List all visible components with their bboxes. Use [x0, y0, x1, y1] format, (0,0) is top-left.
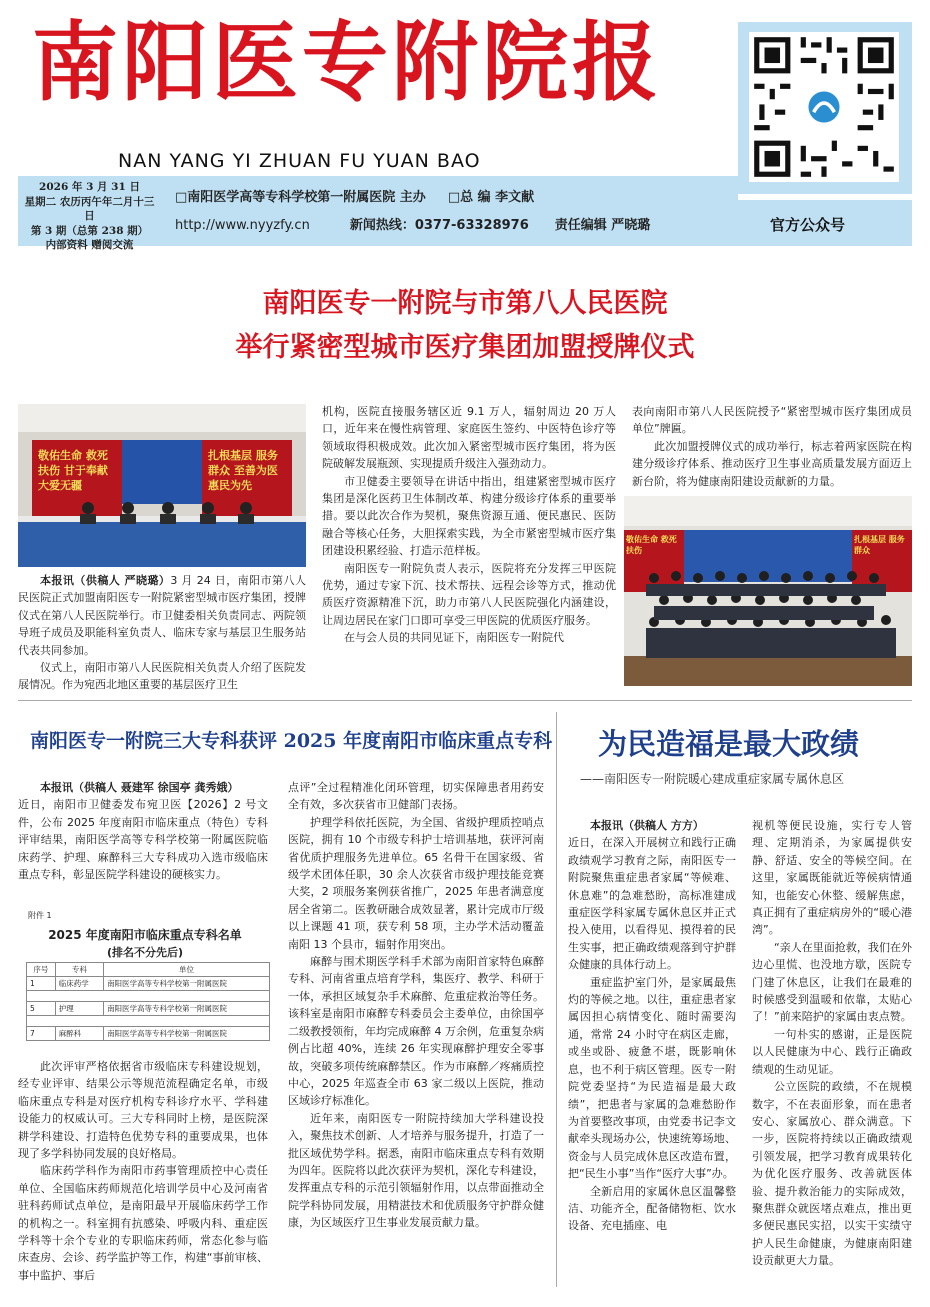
article2-p5: 护理学科依托医院，为全国、省级护理质控哨点医院，拥有 10 个市级专科护士培训基地，获评河南省优质护理服务先进单位。65 名骨干在国家级、省级学术团体任职，30 余人次获省市级护理技能竞赛大奖，2 项服务案例获省推广，2025 年患者满意度居全省第二。医教研融合成效显著，累计完成市厅级以上课题 41 项，获专利 58 项，主办学术活动覆盖南阳 13 个县市，辐射作用突出。: [288, 815, 544, 951]
group-banner-left: 敬佑生命 救死扶伤: [626, 535, 677, 555]
table-title: 2025 年度南阳市临床重点专科名单: [48, 928, 242, 942]
article1-col2-p3: 南阳医专一附院负责人表示，医院将充分发挥三甲医院优势，通过专家下沉、技术帮扶、远程会诊等方式，推动优质医疗资源精准下沉，助力市第八人民医院强化内涵建设，让周边居民在家门口即可享受三甲医院的优质医疗服务。: [322, 561, 616, 627]
table-row: [27, 1016, 270, 1027]
article1-col2-p2: 市卫健委主要领导在讲话中指出，组建紧密型城市医疗集团是深化医药卫生体制改革、构建分级诊疗体系的重要举措。要以此次合作为契机，聚焦资源互通、便民惠民、医防融合等核心任务，大胆探索实践，为全市紧密型城市医疗集团建设积累经验、打造示范样板。: [322, 474, 616, 558]
group-photo: [624, 496, 912, 686]
article3-p5: “亲人在里面抢救，我们在外边心里慌、也没地方歇，医院专门建了休息区，让我们在最难的时候感受到温暖和依靠，太贴心了！”前来陪护的家属由衷点赞。: [752, 940, 912, 1024]
article3-p2: 重症监护室门外，是家属最焦灼的等候之地。以往，重症患者家属因担心病情变化、随时需要沟通，常常 24 小时守在病区走廊，或坐或卧、疲惫不堪，既影响休息，也不利于病区管理。医专一附院党委坚持“为民造福是最大政绩”，把患者与家属的急难愁盼作为首要整改事项，由党委书记李文献牵头现场办公，快速统筹场地、资金与人员完成休息区改造布置，把“民生小事”当作“医疗大事”办。: [568, 975, 736, 1181]
article1-column-2: [322, 403, 616, 647]
article1-headline: [0, 282, 930, 370]
article1-headline-line2: 举行紧密型城市医疗集团加盟授牌仪式: [235, 332, 695, 363]
article2-headline: 南阳医专一附院三大专科获评 2025 年度南阳市临床重点专科: [30, 730, 553, 752]
article1-col3-p2: 此次加盟授牌仪式的成功举行，标志着两家医院在构建分级诊疗体系、推动医疗卫生事业高质量发展方面迈上新台阶，将为健康南阳建设贡献新的力量。: [632, 439, 912, 488]
table-row: [27, 991, 270, 1002]
news-hotline: 新闻热线：0377-63328976: [349, 218, 529, 233]
article2-p1: 近日，南阳市卫健委发布宛卫医【2026】2 号文件，公布 2025 年度南阳市临床重点（特色）专科评审结果，南阳医学高等专科学校第一附属医院临床药学、护理、麻醉科三大专科成功入选市级临床重点专科，彰显医院学科建设的硬核实力。: [18, 798, 268, 882]
section-divider: [18, 700, 912, 701]
qr-code-icon[interactable]: [749, 32, 899, 182]
table-cell: 1: [27, 977, 56, 991]
issue-date: 2026 年 3 月 31 日: [39, 181, 140, 193]
article2-p4: 点评”全过程精准化闭环管理，切实保障患者用药安全有效，多次获省市卫健部门表扬。: [288, 781, 544, 812]
article3-headline: 为民造福是最大政绩: [598, 727, 860, 761]
article3-p1: 近日，在深入开展树立和践行正确政绩观学习教育之际，南阳医专一附院聚焦重症患者家属“等候难、休息难”的急难愁盼，高标准建成重症医学科家属专属休息区并正式投入使用，以看得见、摸得着的民生实事，把正确政绩观落到守护群众健康的具体行动上。: [568, 836, 736, 972]
article3-column-1: [568, 817, 736, 1235]
issue-internal: 内部资料 赠阅交流: [45, 239, 134, 251]
website-link[interactable]: http://www.nyyzfy.cn: [175, 218, 310, 233]
article2-p6: 麻醉与围术期医学科手术部为南阳首家特色麻醉专科、河南省重点培育学科，集医疗、教学、科研于一体，承担区域复杂手术麻醉、危重症救治等任务。该科室是南阳市麻醉专科委员会主委单位，由徐国亭二级教授领衔，年均完成麻醉 4 万余例，危重复杂病例占比超 40%，连续 26 年实现麻醉护理安全零事故，突破多项传统麻醉禁区。作为市麻醉／疼痛质控中心，2025 年巡查全市 63 家二级以上医院，推动区域诊疗标准化。: [288, 955, 544, 1108]
article3-p7: 公立医院的政绩，不在规模数字，不在表面形象，而在患者安心、家属放心、群众满意。下一步，医院将持续以正确政绩观引领发展，把学习教育成果转化为优化医疗服务、改善就医体验、提升救治能力的实际成效，聚焦群众就医堵点难点，推出更多便民惠民实招，以实干实绩守护人民生命健康，为健康南阳建设贡献更大力量。: [752, 1080, 912, 1268]
chief-editor: □总 编 李文献: [447, 190, 535, 205]
article1-col2-p1: 机构，医院直接服务辖区近 9.1 万人，辐射周边 20 万人口，近年来在慢性病管理、家庭医生签约、中医特色诊疗等领域取得积极成效。此次加入紧密型城市医疗集团，将为医院破解发展瓶颈、实现提质升级注入强劲动力。: [322, 405, 616, 471]
ceremony-banner-right: 扎根基层 服务群众 至善为医 惠民为先: [208, 449, 278, 492]
ceremony-photo: [18, 404, 306, 567]
article3-p6: 一句朴实的感谢，正是医院以人民健康为中心、践行正确政绩观的生动见证。: [752, 1027, 912, 1076]
table-cell: 南阳医学高等专科学校第一附属医院: [104, 977, 270, 991]
article3-p4: 视机等便民设施，实行专人管理、定期消杀，为家属提供安静、舒适、安全的等候空间。在这里，家属既能就近等候病情通知，也能安心休整、缓解焦虑，真正拥有了重症病房外的“暖心港湾”。: [752, 819, 912, 937]
group-banner-right: 扎根基层 服务群众: [854, 535, 905, 555]
ceremony-banner-left: 敬佑生命 救死扶伤 甘于奉献 大爱无疆: [38, 449, 108, 492]
article2-p2: 此次评审严格依据省市级临床专科建设规划，经专业评审、结果公示等规范流程确定名单，市级临床重点专科是对医疗机构专科诊疗水平、学科建设能力的权威认可。三大专科同时上榜，是医院深耕学科建设、打造特色优势专科的重要成果，也体现了多学科协同发展的良好格局。: [18, 1060, 268, 1161]
table-cell: 南阳医学高等专科学校第一附属医院: [104, 1027, 270, 1041]
issue-info: [22, 180, 157, 253]
article2-p7: 近年来，南阳医专一附院持续加大学科建设投入，聚焦技术创新、人才培养与服务提升，打造了一批区域优势学科。据悉，南阳市临床重点专科有效期为四年。医院将以此次获评为契机，深化专科建设，发挥重点专科的示范引领辐射作用，以点带面推动全院学科协同发展，用精湛技术和优质服务守护群众健康，为区域医疗卫生事业发展贡献力量。: [288, 1111, 544, 1230]
sponsor: □南阳医学高等专科学校第一附属医院 主办: [175, 190, 426, 205]
table-cell: 麻醉科: [55, 1027, 103, 1041]
table-header-row: [27, 963, 270, 977]
article2-column-1b: [18, 1058, 268, 1284]
table-row: [27, 977, 270, 991]
article1-column-3: [632, 403, 912, 490]
responsible-editor: 责任编辑 严晓璐: [554, 218, 651, 233]
article1-col2-p4: 在与会人员的共同见证下，南阳医专一附院代: [344, 631, 564, 645]
column-divider: [556, 712, 557, 1287]
publisher-info: [175, 184, 650, 240]
table-row: [27, 1027, 270, 1041]
qr-label: 官方公众号: [770, 216, 846, 234]
table-header: 单位: [104, 963, 270, 977]
article1-col3-p1: 表向南阳市第八人民医院授予“紧密型城市医疗集团成员单位”牌匾。: [632, 405, 912, 436]
article3-p3: 全新启用的家属休息区温馨整洁、功能齐全，配备储物柜、饮水设备、充电插座、电: [568, 1184, 736, 1233]
article1-byline: 本报讯（供稿人 严晓璐）: [40, 574, 171, 587]
table-cell: 5: [27, 1002, 56, 1016]
article1-headline-line1: 南阳医专一附院与市第八人民医院: [262, 288, 668, 319]
article2-p3: 临床药学科作为南阳市药事管理质控中心责任单位、全国临床药师规范化培训学员中心及河南省驻科药师试点单位，是南阳最早开展临床药学工作的机构之一。科室拥有抗感染、呼吸内科、重症医学科等十余个专业的专职临床药师，常态化参与临床查房、会诊、药学监护等工作，构建“事前审核、事中监护、事后: [18, 1164, 268, 1282]
article1-col1-p2: 仪式上，南阳市第八人民医院相关负责人介绍了医院发展情况。作为宛西北地区重要的基层医疗卫生: [18, 661, 306, 692]
issue-number: 第 3 期（总第 238 期）: [30, 224, 149, 237]
attachment-label: 附件 1: [28, 911, 52, 920]
table-row: [27, 1002, 270, 1016]
article2-byline: 本报讯（供稿人 聂建军 徐国亭 龚秀娥）: [40, 781, 239, 794]
issue-lunar: 星期二 农历丙午年二月十三日: [24, 195, 155, 222]
article3-subheadline: ——南阳医专一附院暖心建成重症家属专属休息区: [580, 772, 845, 786]
article3-column-2: [752, 817, 912, 1270]
table-header: 专科: [55, 963, 103, 977]
table-header: 序号: [27, 963, 56, 977]
article2-column-2: [288, 779, 544, 1232]
table-cell: 护理: [55, 1002, 103, 1016]
table-subtitle: (排名不分先后): [106, 946, 184, 959]
masthead-pinyin: NAN YANG YI ZHUAN FU YUAN BAO: [118, 150, 481, 172]
table-cell: 临床药学: [55, 977, 103, 991]
article3-byline: 本报讯（供稿人 方方）: [590, 819, 704, 832]
article1-column-1: [18, 572, 306, 694]
article1-col1-p1: 3 月 24 日，南阳市第八人民医院正式加盟南阳医专一附院紧密型城市医疗集团，授牌仪式在第八人民医院举行。市卫健委相关负责同志、两院领导班子成员及职能科室负责人、临床专家与基层卫生服务站代表共同参加。: [18, 574, 306, 657]
masthead-title: 南阳医专附院报: [32, 12, 662, 113]
group-photo-image: [624, 496, 912, 686]
table-cell: 7: [27, 1027, 56, 1041]
article2-column-1: [18, 779, 268, 883]
table-cell: 南阳医学高等专科学校第一附属医院: [104, 1002, 270, 1016]
key-specialty-table: [26, 962, 270, 1041]
